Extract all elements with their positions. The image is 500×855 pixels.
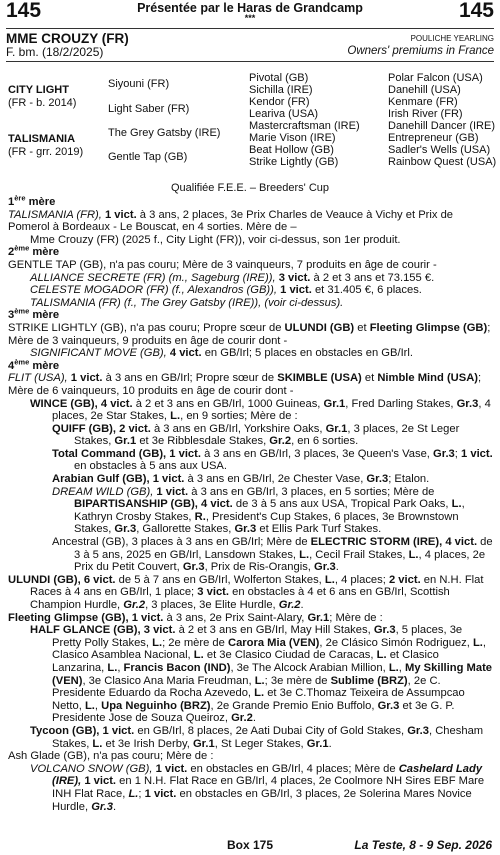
race-record: . [112, 800, 117, 813]
ped-gen4: Polar Falcon (USA) [388, 72, 483, 84]
ped-gen4: Sadler's Wells (USA) [388, 144, 491, 156]
produce-entry [8, 486, 494, 536]
grade: L. [299, 548, 310, 561]
race-record: , 2e C. Presidente Eduardo da Rocha Azevedo, [52, 674, 441, 700]
wins: 6 vict. [83, 573, 116, 586]
produce-entry [8, 423, 494, 448]
race-record: , Prix de Ris-Orangis, [204, 561, 311, 574]
race-record: de 3 à 5 ans, 2025 en GB/Irl, Lansdown Stakes, [74, 536, 493, 561]
dam-name: TALISMANIA (FR), [8, 208, 102, 221]
grade: Gr.3 [182, 561, 205, 574]
grade: L. [84, 699, 95, 712]
produce-record [8, 193, 494, 813]
grade: L. [92, 737, 103, 750]
race-record: et 3e Ribblesdale Stakes, [139, 435, 267, 448]
divider [6, 61, 494, 62]
produce-entry [8, 763, 494, 813]
race-record: Ash Glade (GB), n'a pas couru; Mère de : [8, 750, 214, 763]
race-record: , St Leger Stakes, [214, 737, 304, 750]
produce-name: Sublime (BRZ) [330, 674, 408, 687]
race-record: à 2 et 3 ans en GB/Irl, 1000 Guineas, [135, 397, 321, 410]
grade: L. [107, 661, 118, 674]
sibling-name: ULUNDI (GB) [284, 321, 355, 334]
race-record: en obstacles à 5 ans aux USA. [74, 460, 227, 473]
produce-name: BIPARTISANSHIP (GB), [74, 498, 198, 511]
produce-entry [8, 284, 494, 297]
section-title-2 [8, 243, 494, 259]
section-title: 4ème mère [8, 356, 60, 372]
box-number: Box 175 [226, 838, 274, 852]
horse-description: F. bm. (18/2/2025) [6, 45, 104, 59]
dam-record: STRIKE LIGHTLY (GB), n'a pas couru; Propre sœur de [8, 321, 282, 334]
race-record: , Kathryn Crosby Stakes, [74, 498, 465, 523]
race-record: ; 2e mère de [162, 636, 225, 649]
produce-name: Fleeting Glimpse (GB), [8, 611, 129, 624]
wins: 3 vict. [278, 271, 311, 284]
race-record: , [398, 661, 402, 674]
produce-info: (f., Alexandros (GB)), [171, 284, 277, 297]
section-title: 1ère mère [8, 193, 56, 208]
race-record: et 3e G. P. Presidente Jose de Souza Queiroz, [52, 699, 455, 725]
sibling-name: SKIMBLE (USA) [277, 372, 362, 385]
ped-gen3: Mastercraftsman (IRE) [249, 120, 360, 132]
produce-info: (m., Sageburg (IRE)), [168, 271, 276, 284]
grade: L. [193, 649, 204, 662]
ped-gen3: Beat Hollow (GB) [249, 144, 334, 156]
produce-record: en GB/Irl; 5 places en obstacles en GB/Irl. [204, 347, 414, 360]
grade: Gr.1 [323, 397, 346, 410]
race-record: ; [138, 787, 142, 800]
wins: 4 vict. [201, 498, 233, 511]
race-record: , [117, 661, 121, 674]
produce-entry [8, 398, 494, 423]
grade: Gr.3 [373, 624, 396, 637]
ped-gen2: The Grey Gatsby (IRE) [108, 127, 221, 139]
section-title: 2ème mère [8, 243, 60, 259]
race-record: en obstacles en GB/Irl, 3 places, 2e Solerina Mares Novice Hurdle, [52, 787, 472, 813]
fourth-dam-paragraph [8, 372, 494, 397]
grade: L. [472, 636, 483, 649]
wins: 4 vict. [445, 536, 478, 549]
grade: R. [194, 510, 206, 523]
race-record: , 4 places, 2e Star Stakes, [52, 397, 491, 423]
grade: Gr.1 [192, 737, 215, 750]
produce-name: Cashelard Lady (IRE), [52, 762, 483, 788]
race-record: à 3 ans en GB/Irl, 3 places, en 5 sorties; Mère de [191, 485, 435, 498]
race-record: , 3e Clasico Ana Maria Freudman, [82, 674, 252, 687]
grade: Gr.2 [278, 599, 301, 611]
lot-number-right: 145 [458, 0, 494, 22]
race-record: ; [454, 447, 458, 460]
grade: L. [388, 661, 399, 674]
race-record: , 3e The Alcock Arabian Million, [230, 661, 386, 674]
horse-name: MME CROUZY (FR) [6, 31, 129, 46]
section-title: 3ème mère [8, 306, 60, 322]
race-record: et Ellis Park Turf Stakes. [259, 523, 382, 536]
connector: et [364, 372, 375, 385]
ped-gen3: Pivotal (GB) [249, 72, 309, 84]
race-record: de 5 à 7 ans en GB/Irl, Wolferton Stakes, [118, 573, 322, 586]
race-record: Ancestral (GB), 3 places à 3 ans en GB/Irl; Mère de [52, 536, 308, 549]
ped-gen3: Marie Vison (IRE) [249, 132, 336, 144]
produce-name: VOLCANO SNOW (GB), [30, 762, 153, 775]
dam-record: GENTLE TAP (GB), n'a pas couru; Mère de 3 vainqueurs, 7 produits en âge de courir - [8, 258, 437, 271]
race-record: de 3 à 5 ans aux USA, Tropical Park Oaks, [235, 498, 449, 511]
sibling-name: Nimble Mind (USA) [377, 372, 479, 385]
produce-name: TALISMANIA (FR) [30, 296, 121, 309]
grade: L. [451, 498, 462, 511]
dam-record: ; Mère de 3 vainqueurs, 9 produits en âge de courir dont - [8, 321, 491, 347]
divider [6, 28, 494, 29]
race-record: ; Mère de : [329, 611, 383, 624]
grade: Gr.3 [114, 523, 137, 536]
produce-entry [8, 612, 494, 625]
horse-type: POULICHE YEARLING [410, 34, 494, 43]
produce-entry: Mme Crouzy (FR) (2025 f., City Light (FR)), voir ci-dessus, son 1er produit. [30, 233, 401, 246]
race-record: en GB/Irl, 8 places, 2e Aati Dubai City of Gold Stakes, [137, 724, 405, 737]
produce-entry [8, 574, 494, 612]
wins: 1 vict. [102, 724, 135, 737]
grade: Gr.3 [314, 561, 336, 574]
race-record: ; Etalon. [388, 473, 430, 486]
grade: Gr.3 [234, 523, 257, 536]
grade: L. [170, 410, 181, 423]
produce-entry [8, 725, 494, 750]
produce-name: HALF GLANCE (GB), [30, 624, 141, 637]
produce-name: Tycoon (GB), [30, 724, 100, 737]
race-record: en obstacles en GB/Irl, 4 places; Mère de [190, 762, 396, 775]
ped-gen3: Strike Lightly (GB) [249, 156, 339, 168]
grade: L. [408, 548, 419, 561]
owners-premiums: Owners' premiums in France [347, 45, 494, 57]
race-record: , 2e Clásico Simón Rodriguez, [319, 636, 470, 649]
race-record: et 3e Clasico Ciudad de Caracas, [206, 649, 374, 662]
race-record: , 5 places, 3e Pretty Polly Stakes, [52, 624, 463, 649]
ped-gen3: Leariva (USA) [249, 108, 319, 120]
section-title-4 [8, 356, 494, 373]
wins: 1 vict. [144, 787, 177, 800]
grade: Gr.1 [306, 737, 329, 750]
ped-gen4: Kenmare (FR) [388, 96, 458, 108]
race-record: et 3e C.Thomaz Teixeira de Assumpcao Netto, [52, 687, 465, 712]
wins: 3 vict. [197, 586, 229, 599]
produce-entry [8, 347, 494, 360]
produce-name: My Skilling Mate (VEN) [52, 661, 493, 687]
produce-entry [8, 297, 494, 310]
race-record: ; 3e mère de [264, 674, 328, 687]
sibling-name: Fleeting Glimpse (GB) [369, 321, 488, 334]
produce-name: DREAM WILD (GB), [52, 485, 154, 498]
dam-name: FLIT (USA), [8, 372, 68, 385]
race-record: , President's Cup Stakes, 6 places, 3e Brownstown Stakes, [74, 510, 459, 536]
wins: 1 vict. [156, 485, 189, 498]
ped-gen4: Danehill (USA) [388, 84, 461, 96]
grade: L. [254, 687, 265, 700]
race-record: , [94, 699, 99, 712]
connector: et [357, 321, 367, 334]
race-record: à 3 ans en GB/Irl, Yorkshire Oaks, [153, 422, 323, 435]
ped-gen4: Rainbow Quest (USA) [388, 156, 497, 168]
produce-name: ALLIANCE SECRETE (FR) [30, 271, 166, 284]
sire-name: CITY LIGHT [8, 84, 69, 96]
wins: 3 vict. [143, 624, 176, 637]
wins: 1 vict. [461, 447, 493, 460]
produce-name: Carora Mia (VEN) [227, 636, 320, 649]
grade: Gr.3 [377, 699, 400, 712]
sale-place-date: La Teste, 8 - 9 Sep. 2026 [354, 838, 492, 852]
produce-name: QUIFF (GB), [52, 422, 117, 435]
second-dam-paragraph [8, 259, 494, 272]
dam-record: ; Mère de 6 vainqueurs, 10 produits en âge de courir dont - [8, 372, 482, 397]
race-record: . [252, 712, 256, 725]
race-record: , en 9 sorties; Mère de : [180, 410, 298, 423]
wins: 2 vict. [119, 422, 151, 435]
race-record: à 2 et 3 ans en GB/Irl, May Hill Stakes, [178, 624, 371, 637]
dam-record: à 3 ans en GB/Irl; Propre sœur de [105, 372, 275, 385]
race-record: en 1 N.H. Flat Race en GB/Irl, 4 places, 2e Coolmore NH Sires EBF Mare INH Flat Race, [52, 775, 485, 800]
produce-entry [8, 448, 494, 473]
race-record: , Gallorette Stakes, [136, 523, 232, 536]
grade: Gr.1 [325, 422, 348, 435]
produce-name: Arabian Gulf (GB), [52, 473, 150, 486]
produce-name: ULUNDI (GB), [8, 573, 81, 586]
race-record: , Chesham Stakes, [52, 724, 484, 750]
wins: 1 vict. [84, 775, 117, 788]
wins: 4 vict. [169, 347, 202, 360]
race-record: , en 6 sorties. [291, 435, 359, 448]
grade: L. [324, 573, 335, 586]
grade: L. [254, 674, 265, 687]
wins: 1 vict. [70, 372, 103, 385]
grade: Gr.2 [123, 599, 146, 611]
race-record: , 4 places, 2e Prix du Petit Couvert, [74, 548, 486, 574]
ped-gen2: Gentle Tap (GB) [108, 151, 188, 163]
race-record: à 3 ans en GB/Irl, 2e Chester Vase, [187, 473, 364, 486]
produce-name: ELECTRIC STORM (IRE), [310, 536, 443, 549]
wins: 1 vict. [155, 762, 188, 775]
grade: Gr.3 [433, 447, 455, 460]
section-title-1 [8, 193, 494, 209]
ped-gen2: Siyouni (FR) [108, 78, 170, 90]
race-record: , 4 places; [334, 573, 386, 586]
grade: Gr.2 [231, 712, 253, 725]
race-record: . [328, 737, 332, 750]
produce-name: Total Command (GB), [52, 447, 167, 460]
grade: L. [152, 636, 163, 649]
race-record: et Clasico Lanzarina, [52, 649, 439, 674]
sire-info: (FR - b. 2014) [8, 97, 77, 109]
race-record: en obstacles à 4 et 6 ans en GB/Irl, Scottish Champion Hurdle, [30, 586, 450, 611]
first-dam-produce [8, 234, 494, 247]
produce-record: et 31.405 €, 6 places. [314, 284, 422, 297]
race-record: , Fred Darling Stakes, [345, 397, 454, 410]
produce-entry [8, 750, 494, 763]
race-record: et 3e Irish Derby, [105, 737, 190, 750]
race-record: , Clasico Asamblea Nacional, [52, 636, 487, 662]
ped-gen4: Entrepreneur (GB) [388, 132, 479, 144]
race-record: , 3 places, 2e St Leger Stakes, [74, 422, 460, 448]
ped-gen4: Danehill Dancer (IRE) [388, 120, 495, 132]
produce-name: Upa Neguinho (BRZ) [101, 699, 211, 712]
grade: Gr.3 [366, 473, 389, 486]
race-record: à 3 ans en GB/Irl, 3 places, 3e Queen's Vase, [204, 447, 430, 460]
qualification: Qualifiée F.E.E. – Breeders' Cup [170, 182, 329, 194]
grade: L. [376, 649, 387, 662]
grade: Gr.3 [91, 800, 113, 813]
produce-name: SIGNIFICANT MOVE (GB), [30, 347, 167, 360]
stars: *** [244, 13, 256, 23]
lot-number: 145 [6, 0, 42, 22]
race-record: en N.H. Flat Races à 4 ans en GB/Irl, 1 place; [30, 573, 484, 599]
grade: Gr.1 [114, 435, 137, 448]
produce-entry [8, 272, 494, 285]
ped-gen3: Sichilla (IRE) [249, 84, 313, 96]
wins: 1 vict. [131, 611, 164, 624]
wins: 1 vict. [280, 284, 312, 297]
wins: 1 vict. [152, 473, 185, 486]
produce-info: (f., The Grey Gatsby (IRE)), (voir ci-dessus). [123, 296, 344, 309]
dam-info: (FR - grr. 2019) [8, 146, 84, 158]
produce-name: Francis Bacon (IND) [123, 661, 231, 674]
grade: Gr.3 [407, 724, 430, 737]
grade: Gr.1 [307, 611, 330, 624]
wins: 4 vict. [100, 397, 133, 410]
dam-name: TALISMANIA [8, 133, 76, 145]
produce-name: CELESTE MOGADOR (FR) [30, 284, 169, 297]
wins: 1 vict. [169, 447, 201, 460]
grade: Gr.2 [269, 435, 292, 448]
race-record: . [300, 599, 304, 611]
race-record: à 3 ans, 2e Prix Saint-Alary, [166, 611, 305, 624]
produce-record: à 2 et 3 ans et 73.155 €. [313, 271, 435, 284]
produce-entry [8, 624, 494, 725]
produce-entry [8, 536, 494, 574]
ped-gen2: Light Saber (FR) [108, 103, 190, 115]
first-dam-paragraph [8, 209, 494, 234]
race-record: , Cecil Frail Stakes, [309, 548, 406, 561]
race-record: , 2e Grande Premio Enio Buffolo, [210, 699, 375, 712]
race-record: , 3 places, 3e Elite Hurdle, [145, 599, 276, 611]
race-record: . [335, 561, 339, 574]
ped-gen4: Irish River (FR) [388, 108, 463, 120]
grade: Gr.3 [456, 397, 479, 410]
produce-name: WINCE (GB), [30, 397, 98, 410]
dam-record: à 3 ans, 2 places, 3e Prix Charles de Veauce à Vichy et Prix de Pomerol à Bordeaux - Le Bouscat, en 4 sorties. Mère de – [8, 208, 454, 234]
third-dam-paragraph [8, 322, 494, 347]
section-title-3 [8, 306, 494, 322]
wins: 1 vict. [104, 208, 137, 221]
produce-entry [8, 473, 494, 486]
ped-gen3: Kendor (FR) [249, 96, 310, 108]
consignor: Présentée par le Haras de Grandcamp [137, 1, 363, 15]
wins: 2 vict. [388, 573, 421, 586]
grade: L. [128, 787, 139, 800]
